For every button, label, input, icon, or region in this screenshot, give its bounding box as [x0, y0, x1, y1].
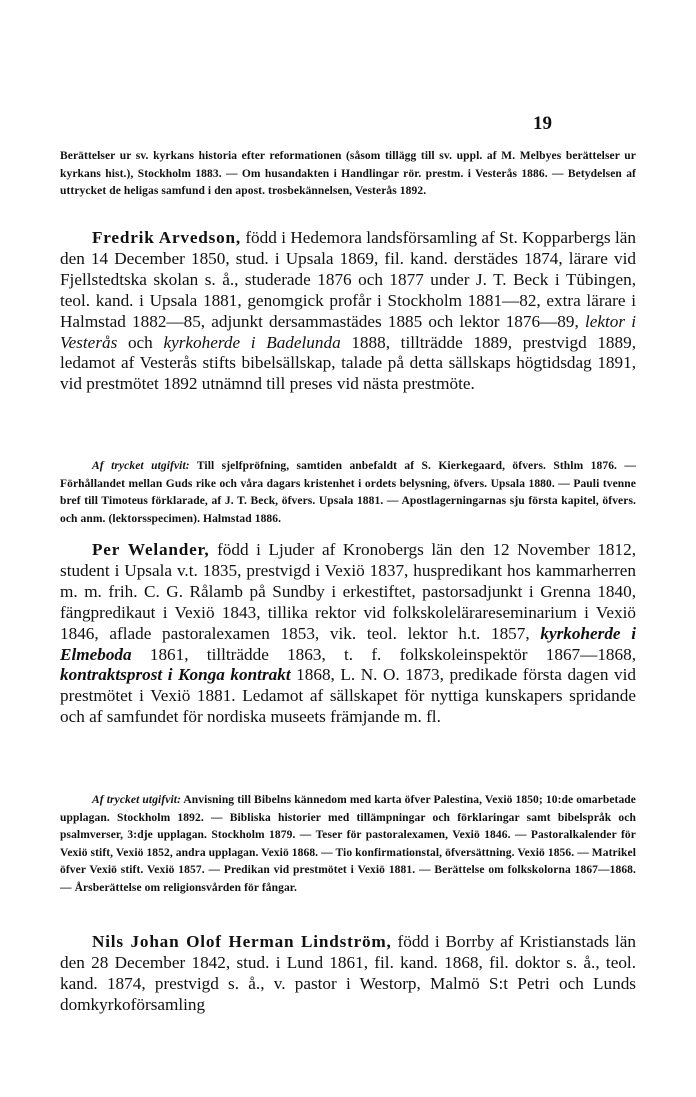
page-number: 19	[533, 113, 552, 134]
entry-name: Fredrik Arvedson,	[92, 228, 241, 247]
works-list: Anvisning till Bibelns kännedom med karta öfver Palestina, Vexiö 1850; 10:de omarbetade upplagan. Stockholm 1892. — Bibliska historier med tillämpningar och förklaringar samt bibelspråk och psalmverser, 3:dje upplagan. Stockholm 1879. — Teser för pastoralexamen, Vexiö 1846. — Pastoralkalender för Vexiö stift, Vexiö 1852, andra upplagan. Vexiö 1868. — Tio konfirmationstal, öfversättning. Vexiö 1856. — Matrikel öfver Vexiö stift. Vexiö 1857. — Predikan vid prestmötet i Vexiö 1881. — Berättelse om folkskolorna 1867—1868. — Årsberättelse om religionsvården för fångar.	[60, 794, 637, 894]
entry-role: kyrkoherde i Badelunda	[163, 332, 341, 352]
entry-welander	[60, 540, 636, 728]
entry-role: kontraktsprost i Konga kontrakt	[60, 665, 291, 685]
entry-name: Nils Johan Olof Herman Lindström,	[92, 932, 392, 951]
entry-text: 1888, tillträdde 1889, prestvigd 1889, ledamot af Vesterås stifts bibelsällskap, talade på detta sällskaps högtidsdag 1891, vid prestmötet 1892 utnämnd till preses vid nästa prestmöte.	[60, 332, 636, 394]
entry-role: lektor i Vesterås	[60, 311, 636, 352]
works-arvedson	[60, 458, 636, 528]
works-welander	[60, 792, 636, 897]
entry-arvedson	[60, 228, 636, 395]
intro-footnote: Berättelser ur sv. kyrkans historia efter reformationen (såsom tillägg till sv. uppl. af M. Melbyes berättelser ur kyrkans hist.), Stockholm 1883. — Om husandakten i Handlingar rör. prestm. i Vesterås 1886. — Betydelsen af uttrycket de heligas samfund i den apost. trosbekännelsen, Vesterås 1892.	[60, 150, 636, 197]
entry-text: 1868, L. N. O. 1873, predikade första dagen vid prestmötet i Vexiö 1881. Ledamot af sällskapet för nyttiga kunskapers spridande och af samfundet för nordiska museets främjande m. fl.	[60, 665, 636, 727]
works-label: Af trycket utgifvit:	[92, 460, 190, 472]
entry-text: 1861, tillträdde 1863, t. f. folkskoleinspektör 1867—1868,	[131, 644, 636, 664]
entry-text: född i Borrby af Kristianstads län den 28 December 1842, stud. i Lund 1861, fil. kand. 1868, fil. doktor s. å., teol. kand. 1874, prestvigd s. å., v. pastor i Westorp, Malmö S:t Petri och Lunds domkyrkoförsamling	[60, 932, 636, 1014]
entry-role: kyrkoherde i Elmeboda	[60, 623, 636, 664]
works-label: Af trycket utgifvit:	[92, 794, 181, 806]
entry-text: och	[117, 332, 164, 352]
works-list: Till sjelfpröfning, samtiden anbefaldt af S. Kierkegaard, öfvers. Sthlm 1876. — Förhållandet mellan Guds rike och våra dagars kristenhet i ordets belysning, öfvers. Upsala 1880. — Pauli tvenne bref till Timoteus förklarade, af J. T. Beck, öfvers. Upsala 1881. — Apostlagerningarnas sju första kapitel, öfvers. och anm. (lektorsspecimen). Halmstad 1886.	[60, 460, 636, 525]
entry-name: Per Welander,	[92, 540, 210, 559]
entry-text: född i Ljuder af Kronobergs län den 12 November 1812, student i Upsala v.t. 1835, prestvigd i Vexiö 1837, huspredikant hos kammarherren m. m. frih. C. G. Rålamb på Sundby i erkestiftet, pastorsadjunkt i Grenna 1840, fängpredikaut i Vexiö 1843, tillika rektor vid folkskolelärareseminarium i Vexiö 1846, aflade pastoralexamen 1853, vik. teol. lektor h.t. 1857,	[60, 540, 636, 643]
entry-text: född i Hedemora landsförsamling af St. Kopparbergs län den 14 December 1850, stud. i Upsala 1869, fil. kand. derstädes 1874, lärare vid Fjellstedtska skolan s. å., studerade 1876 och 1877 under J. T. Beck i Tübingen, teol. kand. i Upsala 1881, genomgick profår i Stockholm 1881—82, extra lärare i Halmstad 1882—85, adjunkt dersammastädes 1885 och lektor 1876—89,	[60, 228, 636, 331]
entry-lindstrom	[60, 932, 636, 1016]
